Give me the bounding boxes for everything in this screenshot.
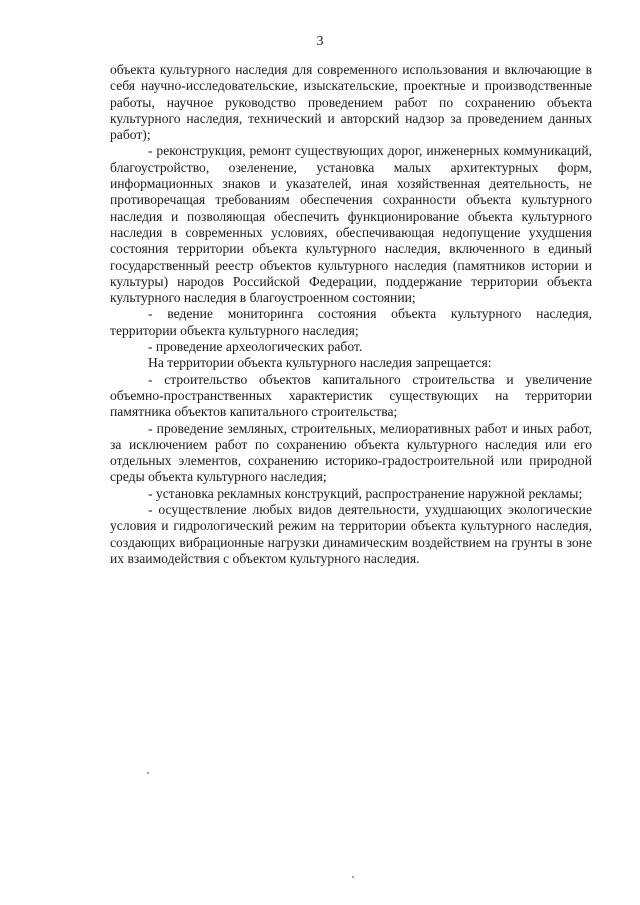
paragraph: На территории объекта культурного наследия запрещается: [148,355,492,371]
paragraph: объекта культурного наследия для современного использования и включающие в себя научно-исследовательские, изыскательские, проектные и производственные работы, научное руководство проведением работ по сохранению объекта культурного наследия, технический и авторский надзор за проведением данных работ); [110,62,592,143]
paragraph: - ведение мониторинга состояния объекта культурного наследия, территории объекта культурного наследия; [110,306,592,338]
paragraph: - проведение земляных, строительных, мелиоративных работ и иных работ, за исключением работ по сохранению объекта культурного наследия или его отдельных элементов, сохранению историко-градостроительной или природной среды объекта культурного наследия; [110,420,592,485]
paragraph: - установка рекламных конструкций, распространение наружной рекламы; [148,485,583,501]
scan-speck [147,772,149,774]
paragraph: - строительство объектов капитального строительства и увеличение объемно-пространственных характеристик существующих на территории памятника объектов капитального строительства; [110,371,592,420]
paragraph: - проведение археологических работ. [148,339,363,355]
scan-speck [352,876,354,878]
paragraph: - реконструкция, ремонт существующих дорог, инженерных коммуникаций, благоустройство, озеленение, установка малых архитектурных форм, информационных знаков и указателей, иная хозяйственная деятельность, не противоречащая требованиям обеспечения сохранности объекта культурного наследия и позволяющая обеспечить функционирование объекта культурного наследия в современных условиях, обеспечивающая недопущение ухудшения состояния территории объекта культурного наследия, включенного в единый государственный реестр объектов культурного наследия (памятников истории и культуры) народов Российской Федерации, поддержание территории объекта культурного наследия в благоустроенном состоянии; [110,143,592,306]
document-body [110,62,592,567]
paragraph: - осуществление любых видов деятельности, ухудшающих экологические условия и гидрологический режим на территории объекта культурного наследия, создающих вибрационные нагрузки динамическим воздействием на грунты в зоне их взаимодействия с объектом культурного наследия. [110,502,592,566]
page-number: 3 [316,34,324,49]
